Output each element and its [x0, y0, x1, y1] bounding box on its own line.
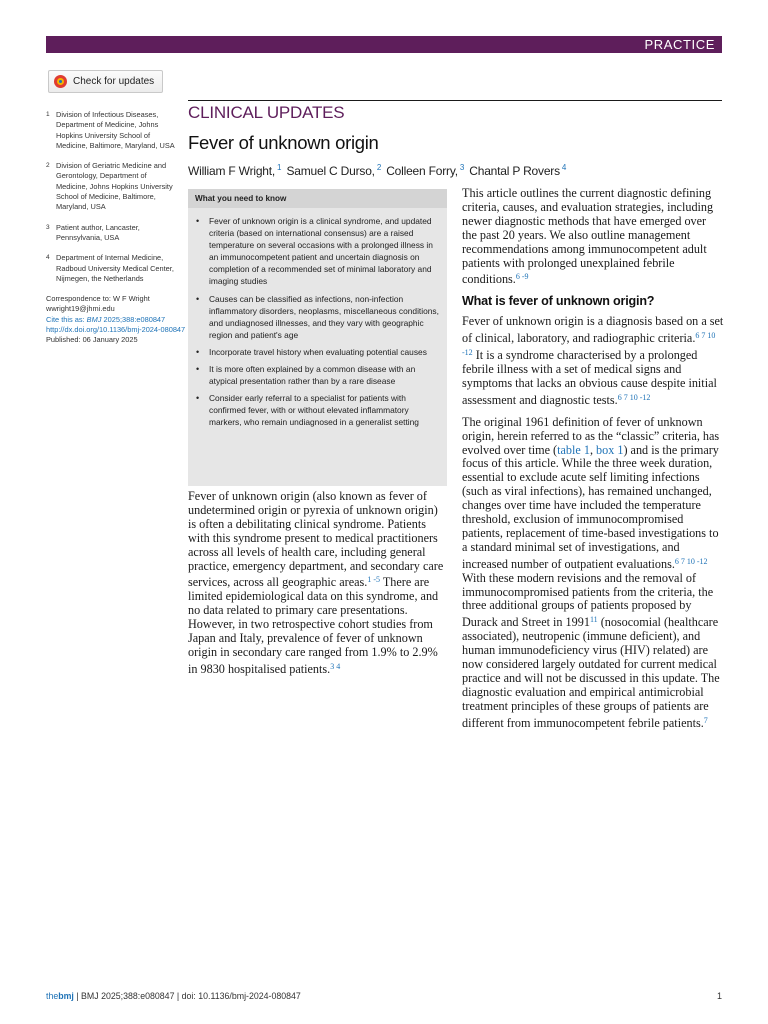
- affiliation-text: Patient author, Lancaster, Pennsylvania, USA: [56, 222, 140, 242]
- affiliation-1: [46, 110, 178, 151]
- published-date: Published: 06 January 2025: [46, 335, 138, 345]
- affiliation-text: Department of Internal Medicine, Radboud University Medical Center, Nijmegen, the Netherlands: [56, 253, 174, 283]
- key-point: • Consider early referral to a specialist for patients with confirmed fever, with or without elevated inflammatory markers, who remain undiagnosed in a generalist setting: [196, 392, 439, 428]
- citation-link[interactable]: 1 -5: [367, 575, 381, 585]
- text: ,: [589, 442, 597, 457]
- sidebar: [46, 110, 186, 346]
- text: Fever of unknown origin (also known as fever of undetermined origin or pyrexia of unknown origin) is often a debilitating clinical syndrome. Patients with this syndrome present to medical practitioners across all levels of health care, including general practice, emergency department, and secondary care services, across all geographic areas.: [188, 489, 444, 590]
- affiliation-text: Division of Infectious Diseases, Department of Medicine, Johns Hopkins University School of Medicine, Baltimore, Maryland, USA: [56, 110, 175, 150]
- brand-the: the: [46, 991, 59, 1001]
- text: With these modern revisions and the removal of immunocompromised patients from the criteria, the three additional groups of patients proposed by Durack and Street in 1991: [462, 570, 714, 630]
- affiliation-number: 3: [46, 223, 50, 231]
- cite-journal: BMJ: [86, 314, 102, 324]
- author-name: Colleen Forry,: [386, 164, 458, 178]
- citation-link[interactable]: 11: [589, 615, 598, 625]
- text: This article outlines the current diagnostic defining criteria, causes, and evaluation strategies, including newer diagnostic methods that have emerged over the past 20 years. We also outline management recommendations among immunocompetent adult patients with prolonged unexplained febrile conditions.: [462, 186, 714, 287]
- affiliation-2: [46, 161, 178, 212]
- key-point: • Causes can be classified as infections, non-infection inflammatory disorders, neoplasms, miscellaneous conditions, and undiagnosed illnesses, and they vary with geographic region and patient's age: [196, 293, 439, 341]
- author-affiliation-ref[interactable]: 2: [376, 163, 382, 172]
- key-point: • Fever of unknown origin is a clinical syndrome, and updated criteria (based on international consensus) are a raised temperature on several occasions with a prolonged illness in an immunocompetent patient and uncertain diagnosis on completion of a recommended set of minimal laboratory and imaging studies: [196, 215, 439, 288]
- text: Fever of unknown origin is a diagnosis based on a set of clinical, laboratory, and radiographic criteria.: [462, 314, 724, 346]
- doi-link[interactable]: http://dx.doi.org/10.1136/bmj-2024-080847: [46, 325, 186, 335]
- citation-link[interactable]: 6 -9: [515, 272, 529, 282]
- check-for-updates-button[interactable]: [48, 70, 163, 93]
- footer-citation: | BMJ 2025;388:e080847 | doi: 10.1136/bmj-2024-080847: [73, 991, 301, 1001]
- body-column-left: [188, 490, 448, 685]
- correspondence-email[interactable]: wwright19@jhmi.edu: [46, 304, 115, 314]
- text: ) and is the primary focus of this article. While the three week duration, essential to exclude acute self limiting infections (such as viral infections), has remained unchanged, changes over time have included the temperature threshold, exclusion of immunocompromised patients, replacement of time-based investigations to a standard minimal set of investigations, and increased number of outpatient evaluations.: [462, 442, 719, 571]
- article-category: CLINICAL UPDATES: [188, 103, 345, 122]
- key-point: • It is more often explained by a common disease with an atypical presentation rather than by a rare disease: [196, 363, 439, 387]
- section-bar: [46, 36, 722, 53]
- table-1-link[interactable]: table 1: [557, 442, 590, 457]
- paragraph-intro: [188, 490, 448, 677]
- correspondence: Correspondence to: W F Wright: [46, 294, 150, 304]
- author-name: Samuel C Durso,: [286, 164, 375, 178]
- key-points-list: [188, 208, 447, 429]
- text: There are limited epidemiological data on this syndrome, and no data related to primary care presentations. However, in two retrospective cohort studies from Japan and Italy, prevalence of fever of unknown origin in secondary care ranged from 1.9% to 2.9% in 9830 hospitalised patients.: [188, 575, 439, 676]
- citation-link[interactable]: 3 4: [330, 661, 341, 671]
- text: (nosocomial (healthcare associated), neutropenic (immune deficient), and human immunodeficiency virus (HIV) related) are now considered largely outdated for current medical practice and will not be discussed in this update. The diagnostic evaluation and empirical antimicrobial treatment principles of these groups of patients are different from immunocompetent febrile patients.: [462, 615, 720, 730]
- author-affiliation-ref[interactable]: 4: [561, 163, 567, 172]
- box-1-link[interactable]: box 1: [596, 442, 624, 457]
- text: It is a syndrome characterised by a prolonged febrile illness with a set of medical signs and symptoms that lacks an obvious cause despite initial assessment and diagnostic tests.: [462, 348, 717, 407]
- header-rule: [188, 100, 722, 101]
- crossmark-icon: [54, 75, 67, 88]
- citation-link[interactable]: 6 7 10 -12: [617, 392, 651, 402]
- paragraph-outline-continued: [462, 187, 724, 287]
- page-number: 1: [716, 991, 722, 1001]
- author-list: [188, 163, 568, 178]
- check-for-updates-label: Check for updates: [73, 76, 155, 87]
- author-affiliation-ref[interactable]: 3: [459, 163, 465, 172]
- cite-label: Cite this as:: [46, 314, 87, 324]
- article-title: Fever of unknown origin: [188, 132, 379, 153]
- affiliation-number: 4: [46, 254, 50, 262]
- affiliation-number: 1: [46, 111, 50, 118]
- brand-bmj: bmj: [58, 991, 74, 1001]
- cite-this-as[interactable]: [46, 315, 178, 325]
- page-footer: [46, 991, 301, 1001]
- section-label: PRACTICE: [644, 37, 715, 52]
- affiliation-4: [46, 253, 178, 284]
- citation-link[interactable]: 6 7 10 -12: [674, 556, 708, 566]
- affiliation-3: [46, 223, 178, 244]
- key-points-box: [188, 189, 447, 486]
- body-column-right: [462, 187, 724, 739]
- affiliation-text: Division of Geriatric Medicine and Gerontology, Department of Medicine, Johns Hopkins University School of Medicine, Baltimore, Maryland, USA: [56, 161, 173, 212]
- key-point: • Incorporate travel history when evaluating potential causes: [196, 346, 439, 358]
- text: The original 1961 definition of fever of unknown origin, herein referred to as the “classic” criteria, has evolved over time (: [462, 414, 720, 457]
- author-affiliation-ref[interactable]: 1: [277, 163, 282, 172]
- paragraph-definition: [462, 315, 724, 407]
- section-heading: What is fever of unknown origin?: [462, 294, 655, 309]
- paragraph-history: [462, 416, 724, 731]
- key-points-title: What you need to know: [188, 189, 447, 208]
- author-name: William F Wright,: [188, 164, 276, 178]
- cite-ref: 2025;388:e080847: [101, 314, 166, 324]
- citation-link[interactable]: 6 7 10 -12: [462, 331, 716, 358]
- citation-link[interactable]: 7: [703, 715, 708, 725]
- author-name: Chantal P Rovers: [469, 164, 560, 178]
- affiliation-number: 2: [46, 162, 50, 170]
